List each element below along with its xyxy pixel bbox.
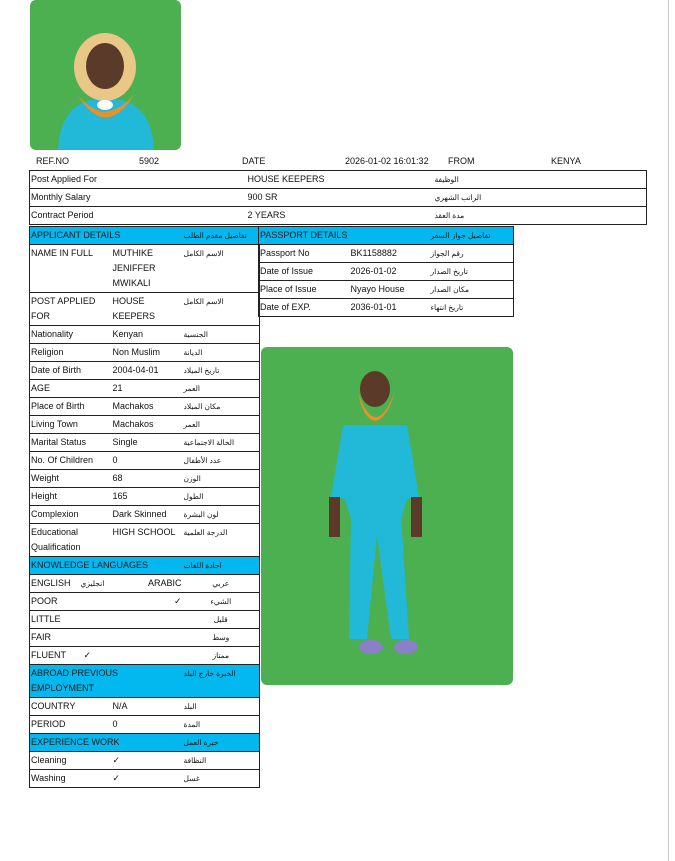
field-label: Date of Issue	[259, 263, 350, 281]
field-value: 0	[112, 716, 183, 734]
table-row	[30, 416, 260, 434]
field-ar: الديانة	[183, 344, 260, 362]
abroad-title-ar: الخبرة خارج البلد	[183, 665, 260, 698]
abroad-title: ABROAD PREVIOUS EMPLOYMENT	[30, 665, 183, 698]
passport-table	[258, 226, 514, 317]
languages-title: KNOWLEDGE LANGUAGES	[30, 557, 183, 575]
field-value: Nyayo House	[350, 281, 430, 299]
level-ar: وسط	[183, 629, 260, 647]
passport-header	[259, 227, 514, 245]
table-row	[30, 398, 260, 416]
field-value: ✓	[112, 752, 183, 770]
field-ar: المدة	[183, 716, 260, 734]
table-row	[30, 716, 260, 734]
field-ar: الطول	[183, 488, 260, 506]
from-value: KENYA	[551, 156, 581, 166]
field-value: ✓	[112, 770, 183, 788]
table-row	[259, 281, 514, 299]
table-row	[30, 488, 260, 506]
table-row	[30, 452, 260, 470]
contract-value: 2 YEARS	[247, 207, 434, 225]
contract-row	[30, 207, 647, 225]
portrait-photo	[30, 0, 181, 150]
languages-header	[30, 557, 260, 575]
field-ar: الجنسية	[183, 326, 260, 344]
job-value: HOUSE KEEPERS	[247, 171, 434, 189]
field-value: Kenyan	[112, 326, 183, 344]
full-body-photo	[261, 347, 513, 685]
name-label: NAME IN FULL	[30, 245, 112, 293]
field-label: Nationality	[30, 326, 112, 344]
table-row	[30, 344, 260, 362]
field-ar: الدرجة العلمية	[183, 524, 260, 557]
field-label: Washing	[30, 770, 112, 788]
from-label: FROM	[448, 156, 475, 166]
field-value: 165	[112, 488, 183, 506]
level-label	[30, 647, 112, 665]
name-ar: الاسم الكامل	[183, 245, 260, 293]
level-ar: الشيء	[183, 593, 260, 611]
table-row	[30, 434, 260, 452]
languages-title-ar: اجادة اللغات	[183, 557, 260, 575]
field-label: Height	[30, 488, 112, 506]
field-value: 0	[112, 452, 183, 470]
table-row	[30, 752, 260, 770]
field-label: Weight	[30, 470, 112, 488]
english-text: ENGLISH	[31, 578, 71, 588]
post-label: POST APPLIED FOR	[30, 293, 112, 326]
arabic-label	[112, 575, 183, 593]
field-value: HIGH SCHOOL	[112, 524, 183, 557]
table-row	[30, 380, 260, 398]
name-value: MUTHIKE JENIFFER MWIKALI	[112, 245, 183, 293]
field-label: Cleaning	[30, 752, 112, 770]
table-row	[30, 611, 260, 629]
level-text: FLUENT	[31, 650, 67, 660]
arabic-text: ARABIC	[148, 578, 182, 588]
level-ar: ممتاز	[183, 647, 260, 665]
contract-label: Contract Period	[30, 207, 247, 225]
post-ar: الاسم الكامل	[183, 293, 260, 326]
field-value: 21	[112, 380, 183, 398]
field-label: Religion	[30, 344, 112, 362]
table-row	[30, 293, 260, 326]
experience-header	[30, 734, 260, 752]
passport-title-ar: تفاصيل جواز السفر	[430, 227, 514, 245]
table-row	[30, 647, 260, 665]
field-ar: تاريخ انتهاء	[430, 299, 514, 317]
field-ar: الوزن	[183, 470, 260, 488]
arabic-ar	[183, 575, 260, 593]
field-ar: غسل	[183, 770, 260, 788]
field-ar: رقم الجواز	[430, 245, 514, 263]
level-ar: قليل	[183, 611, 260, 629]
table-row	[30, 524, 260, 557]
applicant-title-ar: تفاصيل مقدم الطلب	[183, 227, 260, 245]
table-row	[259, 299, 514, 317]
field-ar: الحالة الاجتماعية	[183, 434, 260, 452]
arabic-check	[112, 647, 183, 665]
table-row	[30, 770, 260, 788]
arabic-check	[112, 629, 183, 647]
english-label	[30, 575, 112, 593]
arabic-ar-text: عربي	[212, 579, 230, 588]
field-label: Living Town	[30, 416, 112, 434]
table-row	[30, 470, 260, 488]
table-row	[30, 593, 260, 611]
job-info-table	[29, 170, 647, 225]
job-label: Post Applied For	[30, 171, 247, 189]
salary-ar: الراتب الشهري	[434, 189, 647, 207]
field-label: No. Of Children	[30, 452, 112, 470]
ref-label: REF.NO	[36, 156, 70, 166]
table-row	[30, 362, 260, 380]
ref-value: 5902	[139, 156, 160, 166]
table-row	[30, 326, 260, 344]
field-value: N/A	[112, 698, 183, 716]
field-label: Place of Issue	[259, 281, 350, 299]
field-value: 2004-04-01	[112, 362, 183, 380]
field-ar: البلد	[183, 698, 260, 716]
salary-value: 900 SR	[247, 189, 434, 207]
field-value: Machakos	[112, 398, 183, 416]
field-ar: العمر	[183, 380, 260, 398]
field-label: Date of EXP.	[259, 299, 350, 317]
arabic-check	[112, 611, 183, 629]
experience-title-ar: خبرة العمل	[183, 734, 260, 752]
table-row	[30, 698, 260, 716]
table-row	[30, 506, 260, 524]
field-ar: لون البشرة	[183, 506, 260, 524]
arabic-check: ✓	[112, 593, 183, 611]
field-ar: تاريخ الصدار	[430, 263, 514, 281]
table-row	[259, 263, 514, 281]
field-label: PERIOD	[30, 716, 112, 734]
field-label: Passport No	[259, 245, 350, 263]
level-label: FAIR	[30, 629, 112, 647]
languages-subheader	[30, 575, 260, 593]
field-value: Dark Skinned	[112, 506, 183, 524]
applicant-header	[30, 227, 260, 245]
job-ar: الوظيفة	[434, 171, 647, 189]
applicant-title: APPLICANT DETAILS	[30, 227, 183, 245]
field-ar: العمر	[183, 416, 260, 434]
date-label: DATE	[242, 156, 266, 166]
table-row	[30, 629, 260, 647]
field-value: 68	[112, 470, 183, 488]
field-value: BK1158882	[350, 245, 430, 263]
field-label: Complexion	[30, 506, 112, 524]
post-value: HOUSE KEEPERS	[112, 293, 183, 326]
field-label: Date of Birth	[30, 362, 112, 380]
field-ar: عدد الأطفال	[183, 452, 260, 470]
field-ar: النظافة	[183, 752, 260, 770]
experience-title: EXPERIENCE WORK	[30, 734, 183, 752]
salary-label: Monthly Salary	[30, 189, 247, 207]
salary-row	[30, 189, 647, 207]
field-value: 2036-01-01	[350, 299, 430, 317]
abroad-header	[30, 665, 260, 698]
passport-title: PASSPORT DETAILS	[259, 227, 430, 245]
field-label: Educational Qualification	[30, 524, 112, 557]
table-row	[259, 245, 514, 263]
field-label: AGE	[30, 380, 112, 398]
table-row	[30, 245, 260, 293]
applicant-table	[29, 226, 260, 788]
level-label: LITTLE	[30, 611, 112, 629]
level-label: POOR	[30, 593, 112, 611]
field-label: COUNTRY	[30, 698, 112, 716]
field-label: Marital Status	[30, 434, 112, 452]
field-ar: مكان الصدار	[430, 281, 514, 299]
field-value: Non Muslim	[112, 344, 183, 362]
field-value: Machakos	[112, 416, 183, 434]
date-value: 2026-01-02 16:01:32	[345, 156, 429, 166]
field-ar: تاريخ الميلاد	[183, 362, 260, 380]
field-value: Single	[112, 434, 183, 452]
job-row	[30, 171, 647, 189]
english-ar: انجليزي	[80, 579, 105, 588]
contract-ar: مدة العقد	[434, 207, 647, 225]
field-label: Place of Birth	[30, 398, 112, 416]
english-check: ✓	[83, 650, 92, 660]
page-edge	[668, 0, 669, 861]
field-ar: مكان الميلاد	[183, 398, 260, 416]
field-value: 2026-01-02	[350, 263, 430, 281]
